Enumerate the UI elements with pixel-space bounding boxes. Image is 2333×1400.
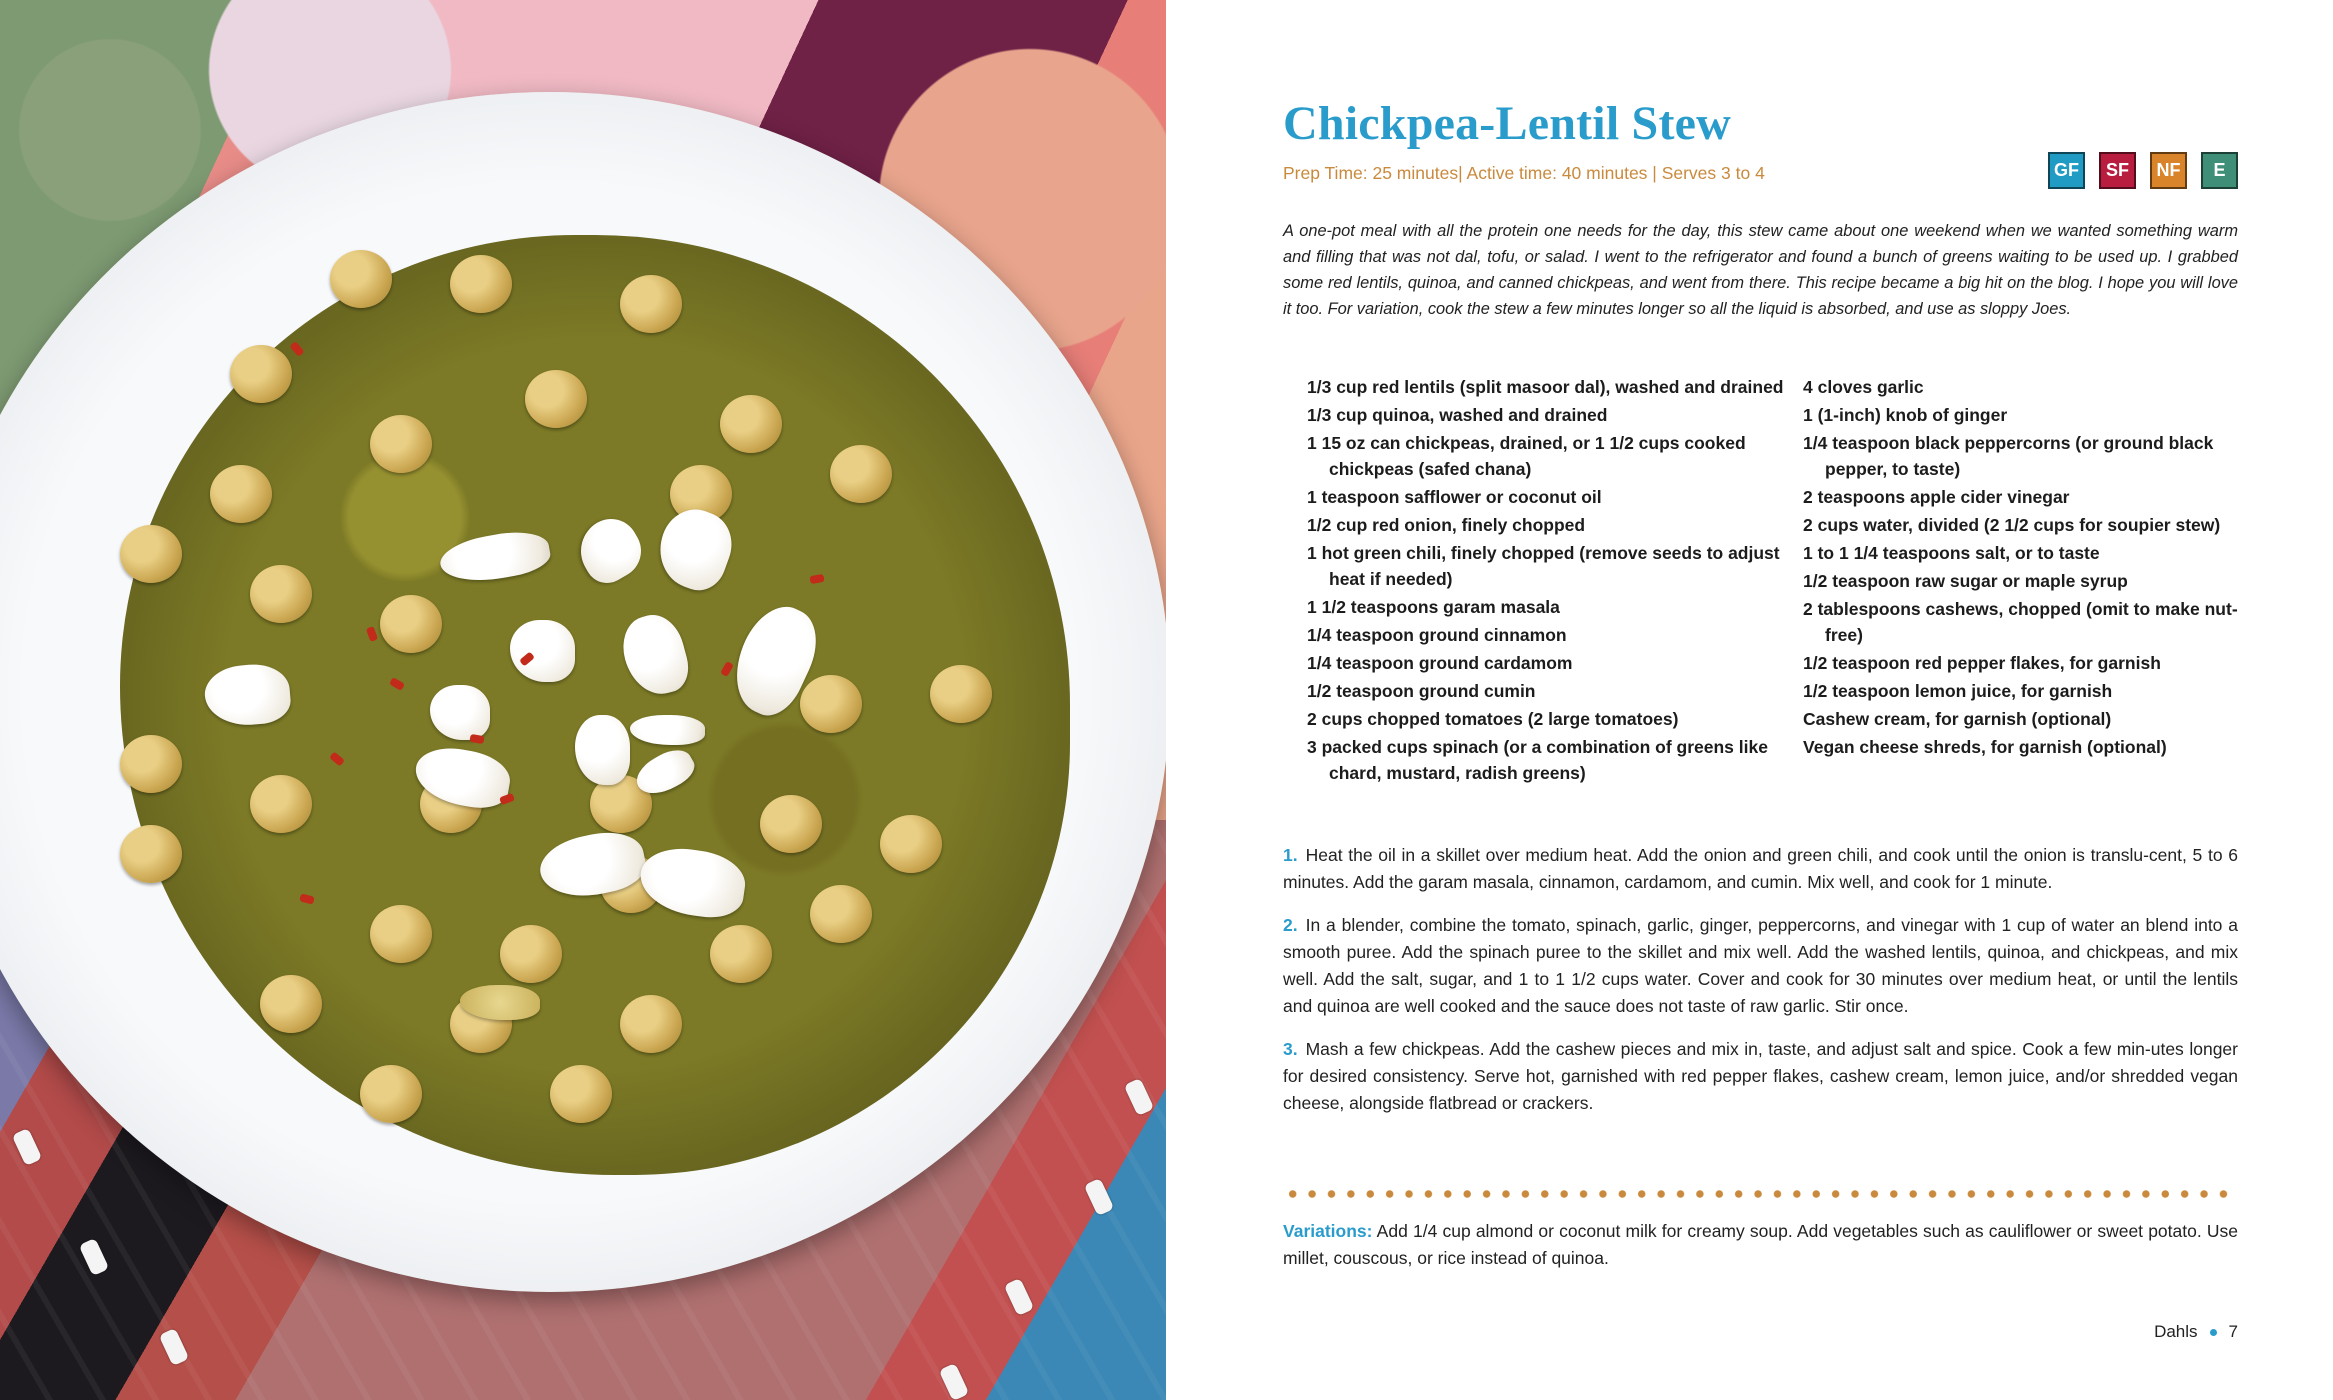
ingredients <box>1307 374 2238 788</box>
ingredient-item: 1 (1-inch) knob of ginger <box>1803 405 2008 425</box>
step-text: Mash a few chickpeas. Add the cashew pieces and mix in, taste, and adjust salt and spice. Cook a few min-utes longer for desired consistency. Serve hot, garnished with red pepper flakes, cashew cream, lemon juice, and/or shredded vegan cheese, alongside flatbread or crackers. <box>1283 1039 2238 1113</box>
ingredient-item: 1 teaspoon safflower or coconut oil <box>1307 487 1602 507</box>
ingredient-item: 1 to 1 1/4 teaspoons salt, or to taste <box>1803 543 2100 563</box>
recipe-photo <box>0 0 1166 1400</box>
step-number: 2. <box>1283 915 1298 935</box>
easy-badge: E <box>2201 152 2238 189</box>
step-text: Heat the oil in a skillet over medium heat. Add the onion and green chili, and cook until the onion is translu-cent, 5 to 6 minutes. Add the garam masala, cinnamon, cardamom, and cumin. Mix well, and cook for 1 minute. <box>1283 845 2238 892</box>
step-3 <box>1283 1036 2238 1117</box>
recipe-page <box>1283 0 2238 1400</box>
variations-label: Variations: <box>1283 1221 1373 1241</box>
step-text: In a blender, combine the tomato, spinach, garlic, ginger, peppercorns, and vinegar with 1 cup of water an blend into a smooth puree. Add the spinach puree to the skillet and mix well. Add the washed lentils, quinoa, and chickpeas, and mix well. Add the salt, sugar, and 1 to 1 1/2 cups water. Cover and cook for 30 minutes over medium heat, or until the lentils and quinoa are well cooked and the sauce does not taste of raw garlic. Stir once. <box>1283 915 2238 1016</box>
method-steps <box>1283 842 2238 1133</box>
step-2 <box>1283 912 2238 1020</box>
ingredient-item: 2 tablespoons cashews, chopped (omit to make nut-free) <box>1803 599 2238 645</box>
section-name: Dahls <box>2154 1322 2198 1341</box>
recipe-meta: Prep Time: 25 minutes| Active time: 40 minutes | Serves 3 to 4 <box>1283 163 1765 183</box>
ingredient-item: 1 1/2 teaspoons garam masala <box>1307 597 1560 617</box>
nut-free-badge: NF <box>2150 152 2187 189</box>
page-number: 7 <box>2228 1322 2238 1341</box>
variations-text: Add 1/4 cup almond or coconut milk for creamy soup. Add vegetables such as cauliflower or sweet potato. Use millet, couscous, or rice instead of quinoa. <box>1283 1221 2238 1268</box>
dotted-divider <box>1283 1189 2238 1199</box>
recipe-intro: A one-pot meal with all the protein one needs for the day, this stew came about one weekend when we wanted something warm and filling that was not dal, tofu, or salad. I went to the refrigerator and found a bunch of greens waiting to be used up. I grabbed some red lentils, quinoa, and canned chickpeas, and went from there. This recipe became a big hit on the blog. I hope you will love it too. For variation, cook the stew a few minutes longer so all the liquid is absorbed, and use as sloppy Joes. <box>1283 222 2238 318</box>
diet-badges <box>2048 152 2238 189</box>
step-number: 1. <box>1283 845 1298 865</box>
ingredient-item: 1 hot green chili, finely chopped (remove seeds to adjust heat if needed) <box>1307 543 1780 589</box>
ingredient-item: 2 cups water, divided (2 1/2 cups for soupier stew) <box>1803 515 2221 535</box>
ingredient-item: 1/4 teaspoon black peppercorns (or ground black pepper, to taste) <box>1803 433 2214 479</box>
gluten-free-badge: GF <box>2048 152 2085 189</box>
bullet-dot-icon <box>2210 1329 2217 1336</box>
ingredients-left-column <box>1307 374 1803 788</box>
ingredient-item: 3 packed cups spinach (or a combination of greens like chard, mustard, radish greens) <box>1307 737 1768 783</box>
ingredient-item: 1/3 cup red lentils (split masoor dal), washed and drained <box>1307 377 1784 397</box>
ingredient-item: Vegan cheese shreds, for garnish (optional) <box>1803 737 2167 757</box>
recipe-title: Chickpea-Lentil Stew <box>1283 97 1731 150</box>
ingredient-item: 1/2 teaspoon lemon juice, for garnish <box>1803 681 2113 701</box>
variations-note <box>1283 1218 2238 1272</box>
ingredient-item: 1 15 oz can chickpeas, drained, or 1 1/2 cups cooked chickpeas (safed chana) <box>1307 433 1746 479</box>
soy-free-badge: SF <box>2099 152 2136 189</box>
ingredient-item: Cashew cream, for garnish (optional) <box>1803 709 2112 729</box>
step-1 <box>1283 842 2238 896</box>
ingredient-item: 2 teaspoons apple cider vinegar <box>1803 487 2070 507</box>
ingredient-item: 2 cups chopped tomatoes (2 large tomatoes) <box>1307 709 1679 729</box>
ingredient-item: 1/2 teaspoon ground cumin <box>1307 681 1536 701</box>
page-footer <box>2154 1322 2238 1342</box>
ingredient-item: 1/4 teaspoon ground cardamom <box>1307 653 1573 673</box>
ingredient-item: 1/3 cup quinoa, washed and drained <box>1307 405 1608 425</box>
ingredient-item: 1/2 teaspoon raw sugar or maple syrup <box>1803 571 2128 591</box>
ingredient-item: 1/2 teaspoon red pepper flakes, for garnish <box>1803 653 2161 673</box>
ingredient-item: 1/2 cup red onion, finely chopped <box>1307 515 1586 535</box>
ingredient-item: 1/4 teaspoon ground cinnamon <box>1307 625 1567 645</box>
step-number: 3. <box>1283 1039 1298 1059</box>
ingredient-item: 4 cloves garlic <box>1803 377 1924 397</box>
ingredients-right-column <box>1803 374 2238 788</box>
